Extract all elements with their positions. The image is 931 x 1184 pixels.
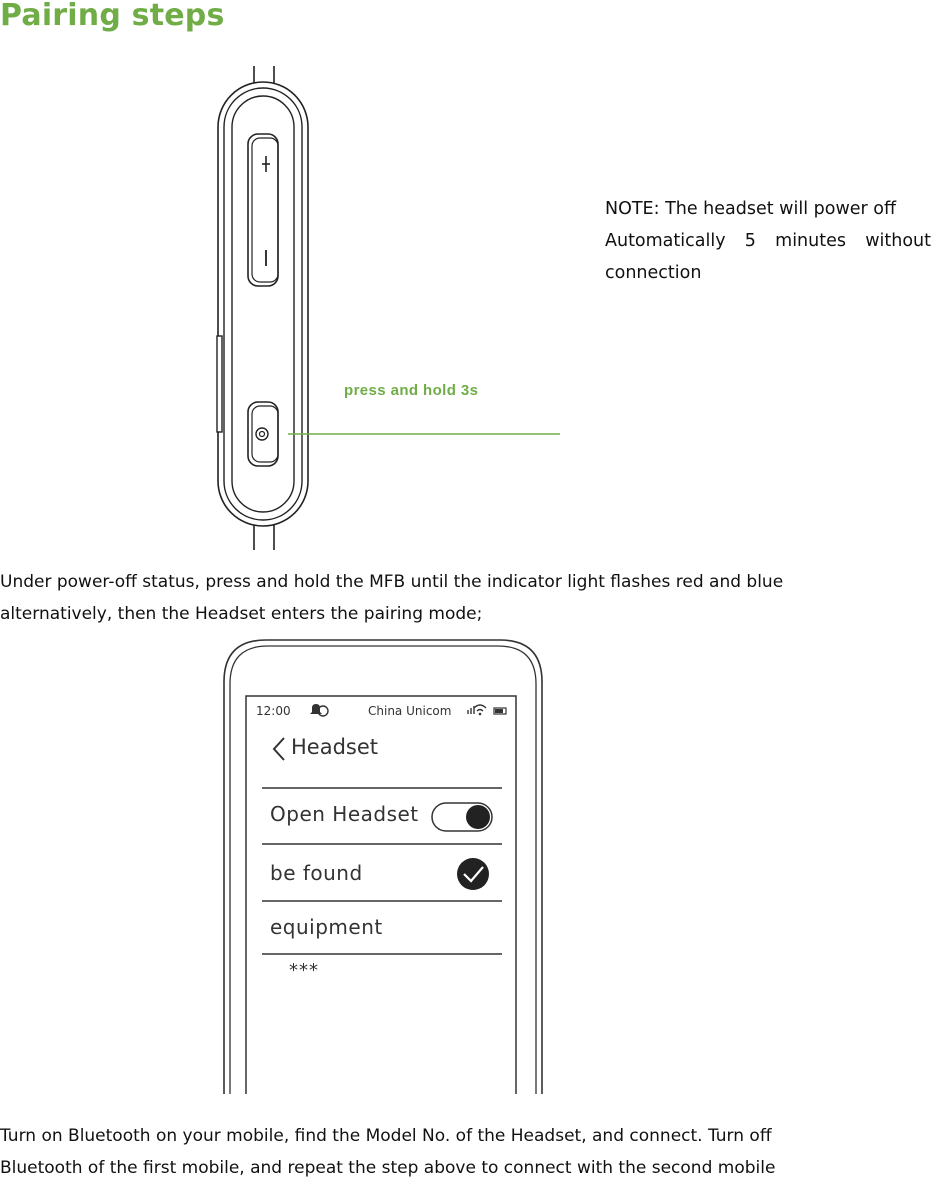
instruction-paragraph-2 bbox=[0, 1120, 920, 1184]
signal-icon bbox=[468, 706, 474, 714]
status-carrier: China Unicom bbox=[368, 704, 452, 718]
remote-control-figure bbox=[210, 66, 570, 552]
phone-screen bbox=[246, 696, 516, 1094]
paragraph-2-line-1: Turn on Bluetooth on your mobile, find the Model No. of the Headset, and connect. Turn off bbox=[0, 1126, 772, 1146]
paragraph-2-line-2: Bluetooth of the first mobile, and repeat the step above to connect with the second mobile bbox=[0, 1158, 776, 1178]
instruction-paragraph-1 bbox=[0, 566, 920, 630]
bell-icon bbox=[310, 704, 322, 714]
status-time: 12:00 bbox=[256, 704, 291, 718]
screen-title: Headset bbox=[291, 735, 379, 759]
paragraph-1-line-2: alternatively, then the Headset enters the pairing mode; bbox=[0, 604, 483, 624]
check-circle-icon bbox=[457, 858, 489, 890]
device-placeholder: *** bbox=[289, 960, 319, 981]
row-equipment: equipment bbox=[270, 915, 383, 939]
row-open-headset: Open Headset bbox=[270, 802, 419, 826]
remote-side-notch bbox=[217, 336, 222, 432]
paragraph-1-line-1: Under power-off status, press and hold the MFB until the indicator light flashes red and blue bbox=[0, 572, 784, 592]
toggle-knob bbox=[466, 805, 490, 829]
wifi-icon bbox=[474, 705, 486, 711]
note-line-1: NOTE: The headset will power off bbox=[605, 199, 897, 219]
page-title: Pairing steps bbox=[0, 0, 225, 33]
back-chevron-icon bbox=[274, 738, 284, 760]
note-line-3: connection bbox=[605, 263, 702, 283]
note-line-2: Automatically 5 minutes without bbox=[605, 231, 931, 251]
press-hold-label: press and hold 3s bbox=[344, 382, 479, 399]
note-text bbox=[605, 193, 931, 289]
row-be-found: be found bbox=[270, 861, 363, 885]
